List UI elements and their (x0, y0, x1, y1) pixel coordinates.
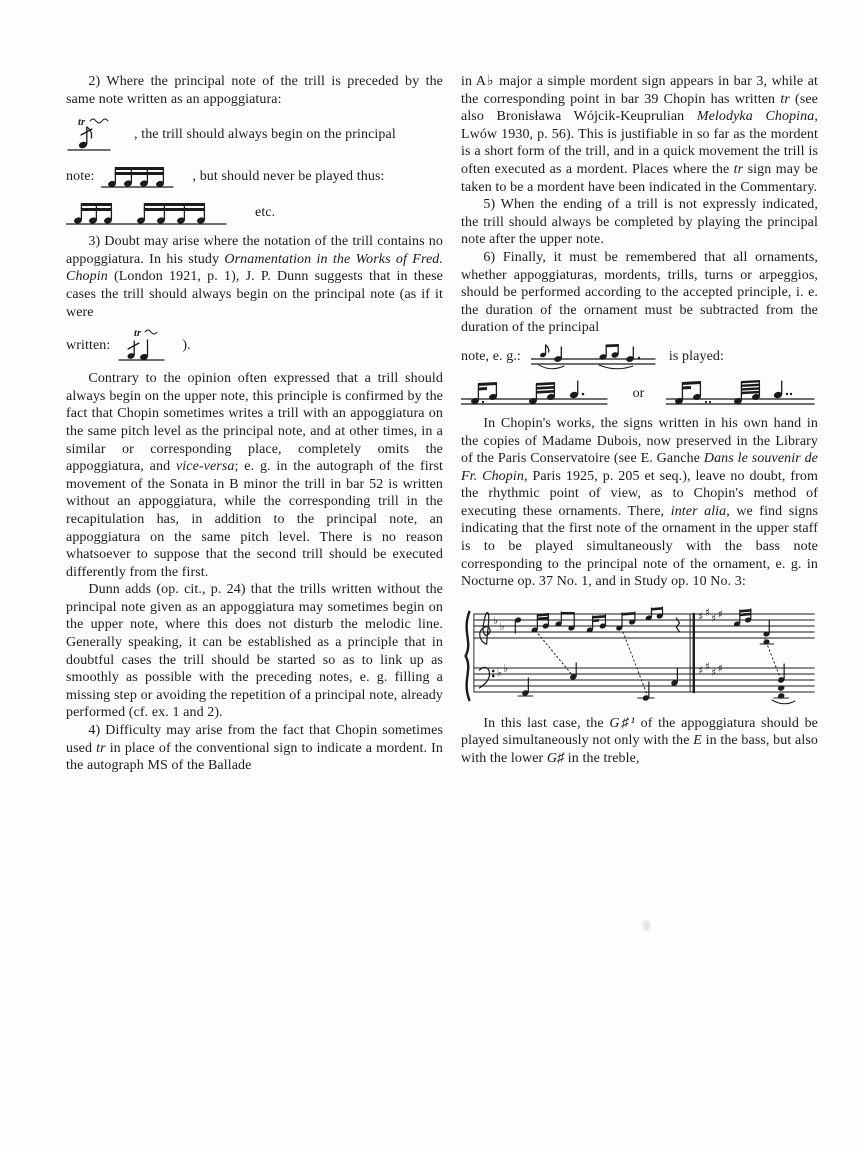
text-is-played: is played: (668, 349, 724, 365)
svg-text:♭: ♭ (499, 620, 505, 633)
music-example-trill-on-principal (101, 162, 175, 192)
paragraph-3-doubt: 3) Doubt may arise where the notation of the trill contains no appoggiatura. In his study Ornamentation in the Works of Fred. Chopin (London 1921, p. 1), J. P. Dunn suggests that in these cases the trill should always begin on the principal note (as if it were (66, 234, 443, 320)
svg-text:tr: tr (78, 117, 86, 129)
svg-text:♭: ♭ (496, 666, 502, 679)
label-written: written: (66, 338, 111, 354)
paragraph-last-case: In this last case, the G♯¹ of the appoggiatura should be played simultaneously not only with the E in the bass, but also with the lower G♯ in the treble, (461, 715, 818, 767)
label-note-eg: note, e. g.: (461, 349, 521, 365)
paragraph-contrary: Contrary to the opinion often expressed that a trill should always begin on the upper note, this principle is confirmed by the fact that Chopin sometimes writes a trill with an appoggiatura on the same pitch level as the principal note, and at other times, in a similar or corresponding place, completely omits the appoggiatura, and vice-versa; e. g. in the autograph of the first movement of the Sonata in B minor the trill in bar 52 is written without an appoggiatura, while the corresponding trill in the recapitulation has, in addition to the principal note, an appoggiatura on the same pitch level. There is no reason whatsoever to suppose that the second trill should be executed differently from the first. (66, 371, 443, 580)
right-column (461, 73, 818, 768)
left-column (66, 73, 443, 775)
music-line-played-variants (461, 377, 818, 411)
music-example-execution-a (461, 377, 611, 411)
paragraph-5-trill-ending: 5) When the ending of a trill is not expressly indicated, the trill should always be completed by playing the principal note after the upper note. (461, 197, 818, 248)
scan-speck (643, 920, 650, 931)
text-after-fig2: , but should never be played thus: (192, 169, 385, 185)
music-line-written (66, 326, 443, 366)
paragraph-2-trill-preceded: 2) Where the principal note of the trill is preceded by the same note written as an appoggiatura: (66, 74, 443, 107)
paragraph-chopins-works: In Chopin's works, the signs written in his own hand in the copies of Madame Dubois, now preserved in the Library of the Paris Conservatoire (see E. Ganche Dans le souvenir de Fr. Chopin, Paris 1925, p. 205 et seq.), leave no doubt, from the rhythmic point of view, as to Chopin's method of executing these ornaments. There, inter alia, we find signs indicating that the first note of the ornament in the upper staff is to be played simultaneously with the bass note corresponding to the principal note of the ornament, e. g. in Nocturne op. 37 No. 1, and in Study op. 10 No. 3: (461, 415, 818, 590)
music-example-appoggiatura-trill (66, 113, 124, 157)
paragraph-4-difficulty: 4) Difficulty may arise from the fact that Chopin sometimes used tr in place of the conventional sign to indicate a mordent. In the autograph MS of the Ballade (66, 723, 443, 774)
text-or: or (632, 386, 645, 402)
svg-text:♯: ♯ (704, 660, 710, 673)
svg-text:♯: ♯ (698, 664, 704, 677)
svg-text:♯: ♯ (711, 666, 717, 679)
svg-text:♯: ♯ (698, 610, 704, 623)
music-example-execution-b (666, 377, 818, 411)
text-after-fig4: ). (182, 338, 191, 354)
music-example-ornament-notation (531, 342, 659, 372)
text-after-fig1: , the trill should always begin on the principal (134, 127, 396, 143)
music-line-duration-example (461, 342, 818, 372)
label-note: note: (66, 169, 95, 185)
svg-text:tr: tr (134, 328, 142, 340)
svg-text:♯: ♯ (711, 612, 717, 625)
paragraph-dunn-adds: Dunn adds (op. cit., p. 24) that the trills written without the principal note given as an appoggiatura may sometimes begin on the upper note, where this does not disturb the melodic line. Generally speaking, it can be established as a principle that in doubtful cases the trill should be started so as to link up as smoothly as possible with the preceding notes, e. g. filling a missing step or avoiding the repetition of a principal note, already performed (cf. ex. 1 and 2). (66, 582, 443, 721)
music-example-written-trill (116, 326, 172, 366)
svg-text:♯: ♯ (717, 608, 723, 621)
music-example-nocturne-study-grand-staff (461, 600, 818, 708)
music-line-trill-appoggiatura (66, 113, 443, 157)
music-example-wrong-execution (66, 197, 231, 229)
svg-text:♭: ♭ (493, 614, 499, 627)
music-line-never-played (66, 197, 443, 229)
paragraph-ab-major: in A♭ major a simple mordent sign appears in bar 3, while at the corresponding point in bar 39 Chopin has written tr (see also Bronisława Wójcik-Keuprulian Melodyka Chopina, Lwów 1930, p. 56). This is justifiable in so far as the mordent is a short form of the trill, and in a quick movement the trill is often executed as a mordent. Places where the tr sign may be taken to be a mordent have been indicated in the Commentary. (461, 74, 818, 195)
svg-text:♯: ♯ (717, 662, 723, 675)
music-line-principal-note (66, 162, 443, 192)
text-etc: etc. (255, 205, 276, 221)
paragraph-6-finally: 6) Finally, it must be remembered that all ornaments, whether appoggiaturas, mordents, trills, turns or arpeggios, should be performed according to the accepted principle, i. e. the duration of the ornament must be subtracted from the duration of the principal (461, 249, 818, 336)
svg-text:♯: ♯ (704, 606, 710, 619)
svg-text:♭: ♭ (503, 662, 509, 675)
